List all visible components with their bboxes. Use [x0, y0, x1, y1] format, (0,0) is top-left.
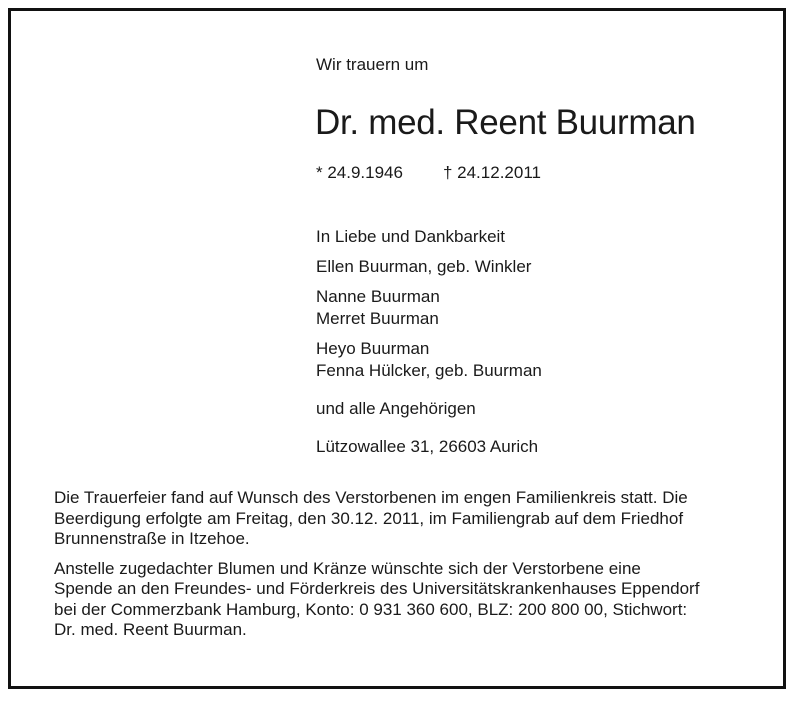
- spouse-name: Ellen Buurman, geb. Winkler: [316, 257, 532, 276]
- dedication-text: In Liebe und Dankbarkeit: [316, 227, 506, 246]
- donation-line: bei der Commerzbank Hamburg, Konto: 0 931 360 600, BLZ: 200 800 00, Stichwort:: [54, 599, 688, 619]
- donation-line: Anstelle zugedachter Blumen und Kränze wünschte sich der Verstorbene eine: [54, 558, 641, 578]
- funeral-line: Brunnenstraße in Itzehoe.: [54, 529, 250, 548]
- funeral-paragraph: [54, 488, 754, 550]
- intro-text: Wir trauern um: [316, 55, 429, 74]
- life-dates: [316, 162, 541, 184]
- donation-line: Dr. med. Reent Buurman.: [54, 620, 247, 639]
- funeral-line: Beerdigung erfolgte am Freitag, den 30.12. 2011, im Familiengrab auf dem Friedhof: [54, 508, 684, 528]
- child-name: Fenna Hülcker, geb. Buurman: [316, 361, 542, 380]
- donation-line: Spende an den Freundes- und Förderkreis des Universitätskrankenhauses Eppendorf: [54, 579, 700, 598]
- child-name: Merret Buurman: [316, 309, 439, 328]
- notes-block: [54, 488, 754, 641]
- child-name: Heyo Buurman: [316, 339, 430, 358]
- death-date: † 24.12.2011: [442, 163, 541, 182]
- address-text: Lützowallee 31, 26603 Aurich: [316, 437, 539, 456]
- deceased-name: Dr. med. Reent Buurman: [315, 103, 696, 142]
- funeral-line: Die Trauerfeier fand auf Wunsch des Verstorbenen im engen Familienkreis statt. Die: [54, 488, 688, 507]
- family-block: [316, 226, 542, 458]
- child-name: Nanne Buurman: [316, 287, 440, 306]
- donation-paragraph: [54, 559, 754, 641]
- birth-date: * 24.9.1946: [316, 163, 403, 182]
- relatives-text: und alle Angehörigen: [316, 399, 476, 418]
